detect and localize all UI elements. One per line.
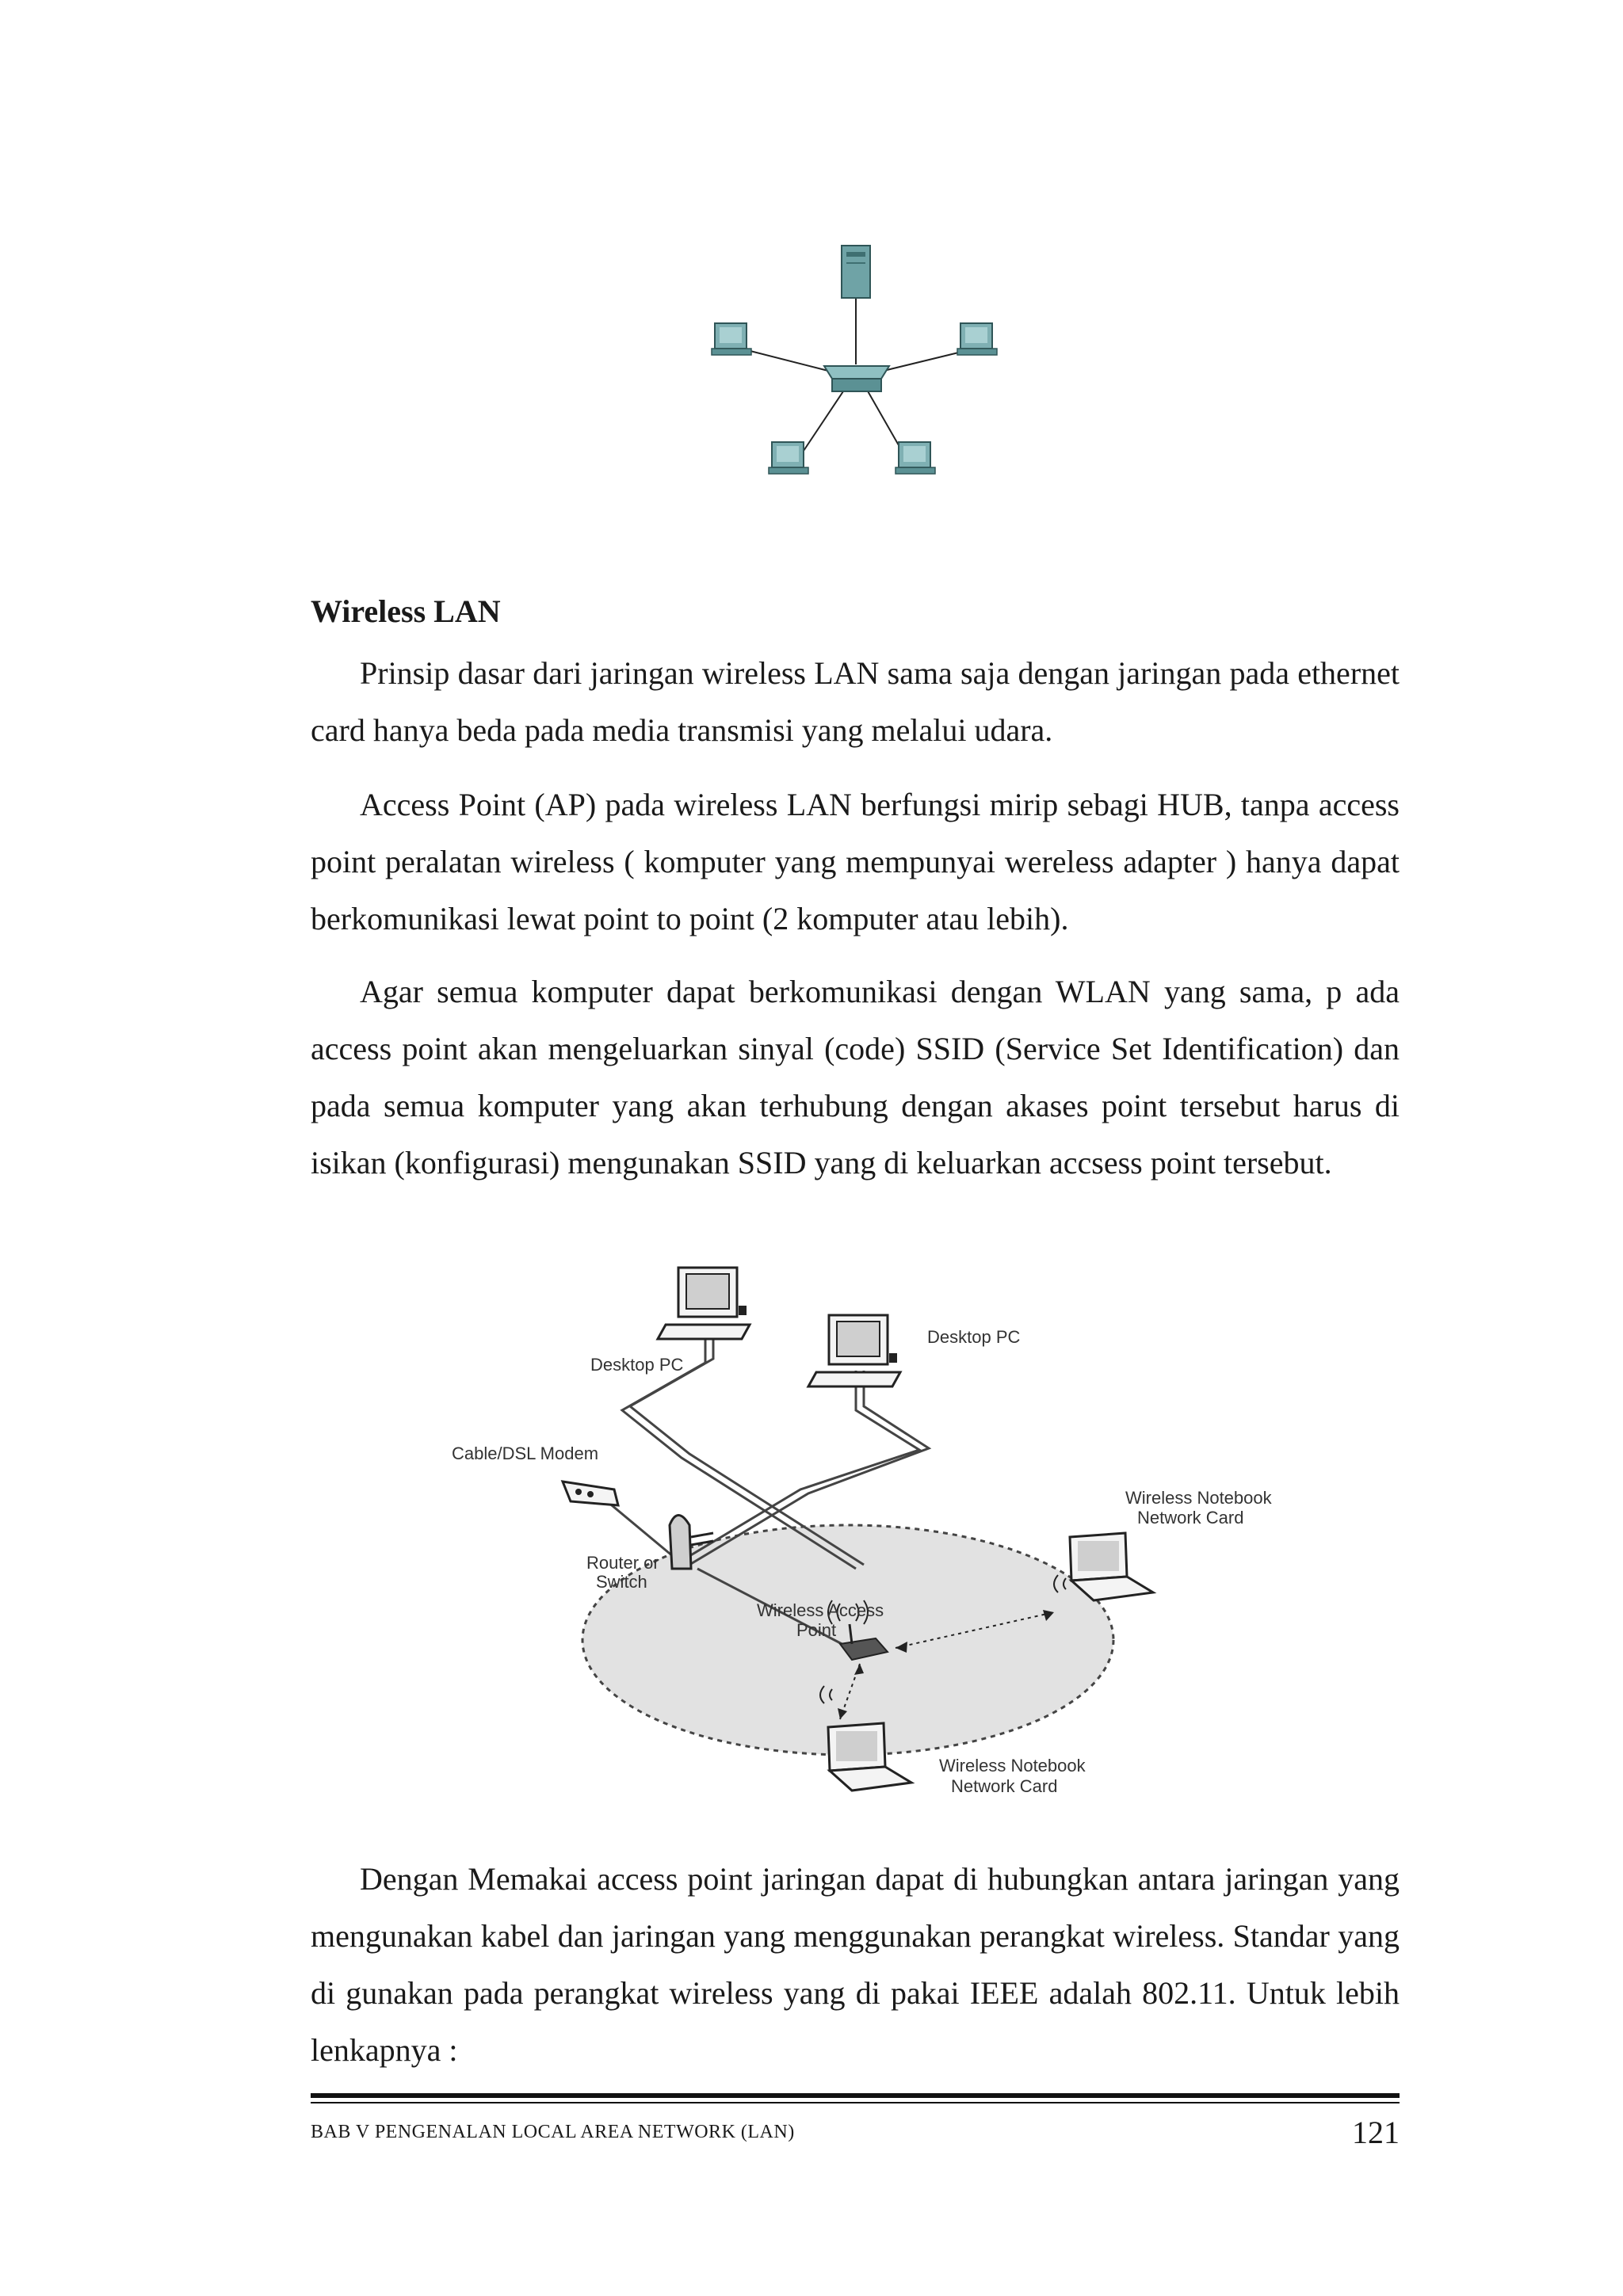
label-notebook-bottom-line2: Network Card [951, 1776, 1058, 1796]
workstation-icon-bottom-right [896, 442, 935, 474]
page-number: 121 [1352, 2115, 1400, 2150]
footer-rule-thin [311, 2102, 1400, 2103]
label-modem: Cable/DSL Modem [452, 1444, 599, 1463]
paragraph-3: Agar semua komputer dapat berkomunikasi dengan WLAN yang sama, p ada access point akan mengeluarkan sinyal (code) SSID (Service Set Identification) dan pada semua komputer yang akan terhubung dengan akases point tersebut harus di isikan (konfigurasi) mengunakan SSID yang di keluarkan accsess point tersebut. [311, 974, 1400, 1180]
label-ap-line1: Wireless Access [757, 1600, 884, 1620]
desktop-pc-icon-1 [658, 1268, 750, 1339]
label-desktop-pc-1: Desktop PC [590, 1355, 684, 1375]
switch-icon [824, 366, 889, 391]
paragraph-4: Dengan Memakai access point jaringan dapat di hubungkan antara jaringan yang mengunakan kabel dan jaringan yang menggunakan perangkat wireless. Standar yang di gunakan pada perangkat wireless yang di pakai IEEE adalah 802.11. Untuk lebih lenkapnya : [311, 1861, 1400, 2068]
desktop-pc-icon-2 [808, 1315, 900, 1386]
paragraph-1: Prinsip dasar dari jaringan wireless LAN sama saja dengan jaringan pada ethernet card hanya beda pada media transmisi yang melalui udara. [311, 655, 1400, 748]
star-topology-diagram [705, 230, 1022, 499]
footer-chapter: BAB V PENGENALAN LOCAL AREA NETWORK (LAN) [311, 2122, 795, 2142]
workstation-icon-bottom-left [769, 442, 808, 474]
label-notebook-bottom-line1: Wireless Notebook [939, 1756, 1086, 1775]
paragraph-2: Access Point (AP) pada wireless LAN berfungsi mirip sebagi HUB, tanpa access point peralatan wireless ( komputer yang mempunyai wereless adapter ) hanya dapat berkomunikasi lewat point to point (2 komputer atau lebih). [311, 787, 1400, 936]
server-icon [842, 246, 870, 298]
label-desktop-pc-2: Desktop PC [927, 1327, 1021, 1347]
label-router-line1: Router or [586, 1553, 659, 1573]
wireless-lan-diagram [444, 1252, 1284, 1806]
workstation-icon-left [712, 323, 751, 355]
coverage-area [582, 1525, 1113, 1755]
footer-rule-thick [311, 2093, 1400, 2098]
section-heading: Wireless LAN [311, 593, 501, 629]
label-notebook-right-line2: Network Card [1137, 1508, 1244, 1527]
label-router-line2: Switch [596, 1572, 647, 1592]
workstation-icon-right [957, 323, 997, 355]
label-notebook-right-line1: Wireless Notebook [1125, 1488, 1272, 1508]
modem-icon [563, 1482, 618, 1505]
label-ap-line2: Point [796, 1620, 837, 1640]
